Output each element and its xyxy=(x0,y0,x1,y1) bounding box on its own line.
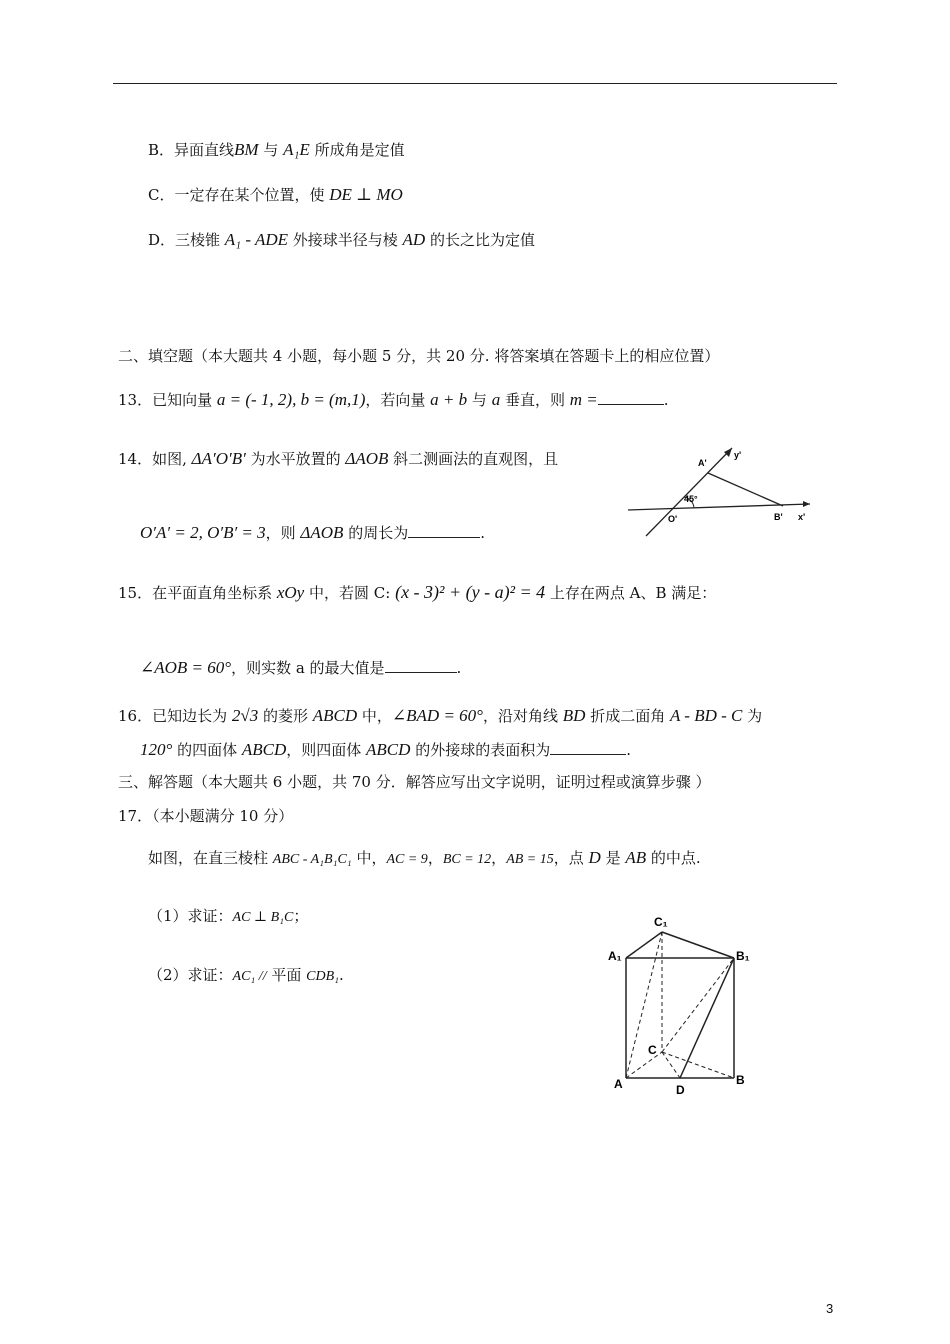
question-15-line2 xyxy=(140,656,461,678)
option-d xyxy=(148,230,535,250)
q14-triangle: ΔAOB xyxy=(345,449,389,468)
math-a1e: A₁E xyxy=(283,140,310,159)
q14-prefix: 14．如图, xyxy=(118,450,192,468)
page-number: 3 xyxy=(826,1301,834,1316)
q14-triangle-2: ΔAOB xyxy=(300,523,344,542)
label-c1: C₁ xyxy=(654,915,668,929)
option-d-suffix: 的长之比为定值 xyxy=(425,231,535,249)
label-b1: B₁ xyxy=(736,949,750,963)
question-17-stem xyxy=(148,848,701,870)
answer-blank xyxy=(385,656,457,673)
q14-end: . xyxy=(480,524,486,542)
q16-mid3: ，沿对角线 xyxy=(482,707,563,725)
q15-mid1: 中，若圆 C: xyxy=(304,584,396,602)
label-a-prime: A' xyxy=(698,458,707,468)
q13-mid2: 与 xyxy=(467,391,492,409)
label-d: D xyxy=(676,1083,685,1097)
y-axis xyxy=(646,448,732,536)
q15-prefix: 15．在平面直角坐标系 xyxy=(118,584,277,602)
label-o-prime: O' xyxy=(668,514,678,524)
q16-suffix: 为 xyxy=(742,707,763,725)
q17-p2-end: . xyxy=(339,966,344,984)
q16-mid2: 中， xyxy=(357,707,392,725)
q17-sep1: ， xyxy=(427,849,443,867)
label-y-prime: y' xyxy=(734,450,742,460)
q15-circle-equation: (x - 3)² + (y - a)² = 4 xyxy=(395,582,546,602)
q13-mid3: 垂直，则 xyxy=(500,391,570,409)
q14-mid: 为水平放置的 xyxy=(245,450,346,468)
q17-stem-mid3: 是 xyxy=(600,849,626,867)
q15-angle: ∠AOB = 60° xyxy=(140,658,232,677)
q16-line2-mid1: 的四面体 xyxy=(172,741,242,759)
q13-sum: a + b xyxy=(430,390,468,409)
prism-figure xyxy=(606,906,756,1102)
answer-blank xyxy=(550,738,626,755)
option-b-mid: 与 xyxy=(258,141,284,159)
option-c-prefix: C．一定存在某个位置，使 xyxy=(148,186,330,204)
q17-sep2: ， xyxy=(491,849,507,867)
option-d-mid: 外接球半径与棱 xyxy=(288,231,403,249)
q17-part-2 xyxy=(148,965,344,987)
answer-blank xyxy=(408,521,480,538)
math-pyramid: A₁ - ADE xyxy=(224,230,288,249)
option-b xyxy=(148,140,405,160)
q14-lengths: O′A′ = 2, O′B′ = 3 xyxy=(140,523,266,542)
question-13 xyxy=(118,388,669,410)
option-b-prefix: B．异面直线 xyxy=(148,141,235,159)
q17-p2-mid: 平面 xyxy=(266,966,307,984)
q16-mid4: 折成二面角 xyxy=(585,707,670,725)
q17-stem-suffix: 的中点. xyxy=(646,849,701,867)
q17-p1-math: AC ⊥ B₁C xyxy=(232,910,294,925)
q16-line2-suffix: 的外接球的表面积为 xyxy=(410,741,551,759)
question-16-line1 xyxy=(118,706,762,726)
header-rule xyxy=(113,83,837,84)
q14-suffix: 斜二测画法的直观图，且 xyxy=(388,450,559,468)
label-45: 45° xyxy=(684,494,698,504)
question-14-line1 xyxy=(118,449,558,469)
segment-c-d xyxy=(662,1052,680,1078)
q15-mid2: 上存在两点 A、B 满足： xyxy=(545,584,717,602)
q13-end: . xyxy=(663,391,669,409)
q16-bd: BD xyxy=(562,706,586,725)
q16-dihedral: A - BD - C xyxy=(669,706,743,725)
option-d-prefix: D．三棱锥 xyxy=(148,231,225,249)
q13-prefix: 13．已知向量 xyxy=(118,391,217,409)
q15-xoy: xOy xyxy=(276,583,305,602)
q17-p2-plane: CDB₁ xyxy=(306,969,340,984)
x-axis-arrow xyxy=(803,501,810,507)
edge-c1-b1 xyxy=(662,932,734,958)
q14-triangle-prime: ΔA′O′B′ xyxy=(191,449,246,468)
q16-abcd-2: ABCD xyxy=(241,740,287,759)
q17-ab-2: AB xyxy=(625,848,647,867)
q17-stem-mid2: ，点 xyxy=(553,849,589,867)
q17-p1-end: ； xyxy=(293,907,309,925)
q13-a: a xyxy=(491,390,501,409)
label-b-prime: B' xyxy=(774,512,783,522)
q17-ab: AB = 15 xyxy=(506,852,554,867)
question-15-line1 xyxy=(118,582,716,603)
q17-stem-mid1: 中， xyxy=(351,849,387,867)
q14-line2-suffix: 的周长为 xyxy=(343,524,409,542)
q17-bc: BC = 12 xyxy=(442,852,492,867)
math-ad: AD xyxy=(402,230,426,249)
question-16-line2 xyxy=(140,738,631,760)
segment-a-b xyxy=(708,473,783,506)
q13-vectors: a = (- 1, 2), b = (m,1) xyxy=(216,390,366,409)
edge-c-b xyxy=(662,1052,734,1078)
question-17-title: 17．（本小题满分 10 分） xyxy=(118,807,294,825)
q16-abcd-3: ABCD xyxy=(366,740,411,759)
q17-prism: ABC - A₁B₁C₁ xyxy=(272,852,352,867)
q16-abcd: ABCD xyxy=(312,706,358,725)
q16-mid1: 的菱形 xyxy=(258,707,313,725)
q13-m: m = xyxy=(569,390,598,409)
q16-side: 2√3 xyxy=(231,706,259,725)
q17-part-1 xyxy=(148,906,308,928)
q14-line2-mid: ，则 xyxy=(265,524,301,542)
x-axis xyxy=(628,504,810,510)
q17-ac: AC = 9 xyxy=(386,852,428,867)
oblique-projection-figure xyxy=(622,440,814,540)
q17-stem-prefix: 如图，在直三棱柱 xyxy=(148,849,273,867)
q15-line2-suffix: ，则实数 a 的最大值是 xyxy=(231,659,385,677)
q17-d: D xyxy=(588,848,601,867)
section-2-heading: 二、填空题（本大题共 4 小题，每小题 5 分，共 20 分. 将答案填在答题卡上的相应位置） xyxy=(118,347,720,365)
label-x-prime: x' xyxy=(798,512,806,522)
q17-p1-prefix: （1）求证： xyxy=(148,907,233,925)
label-a1: A₁ xyxy=(608,949,622,963)
label-a: A xyxy=(614,1077,623,1091)
label-b: B xyxy=(736,1073,745,1087)
math-de-perp-mo: DE ⊥ MO xyxy=(329,185,403,204)
q13-mid1: ，若向量 xyxy=(365,391,431,409)
q16-120: 120° xyxy=(140,740,173,759)
q16-angle: ∠BAD = 60° xyxy=(391,706,483,725)
section-3-heading: 三、解答题（本大题共 6 小题，共 70 分．解答应写出文字说明，证明过程或演算步骤 ） xyxy=(118,773,711,791)
q17-p2-prefix: （2）求证： xyxy=(148,966,233,984)
math-bm: BM xyxy=(234,140,259,159)
question-14-line2 xyxy=(140,521,485,543)
label-c: C xyxy=(648,1043,657,1057)
option-c xyxy=(148,185,403,205)
q16-prefix: 16．已知边长为 xyxy=(118,707,232,725)
option-b-suffix: 所成角是定值 xyxy=(309,141,405,159)
q15-end: . xyxy=(456,659,462,677)
q16-line2-mid2: ，则四面体 xyxy=(286,741,367,759)
q17-p2-math: AC₁ // xyxy=(232,969,267,984)
answer-blank xyxy=(598,388,664,405)
q16-end: . xyxy=(626,741,631,759)
